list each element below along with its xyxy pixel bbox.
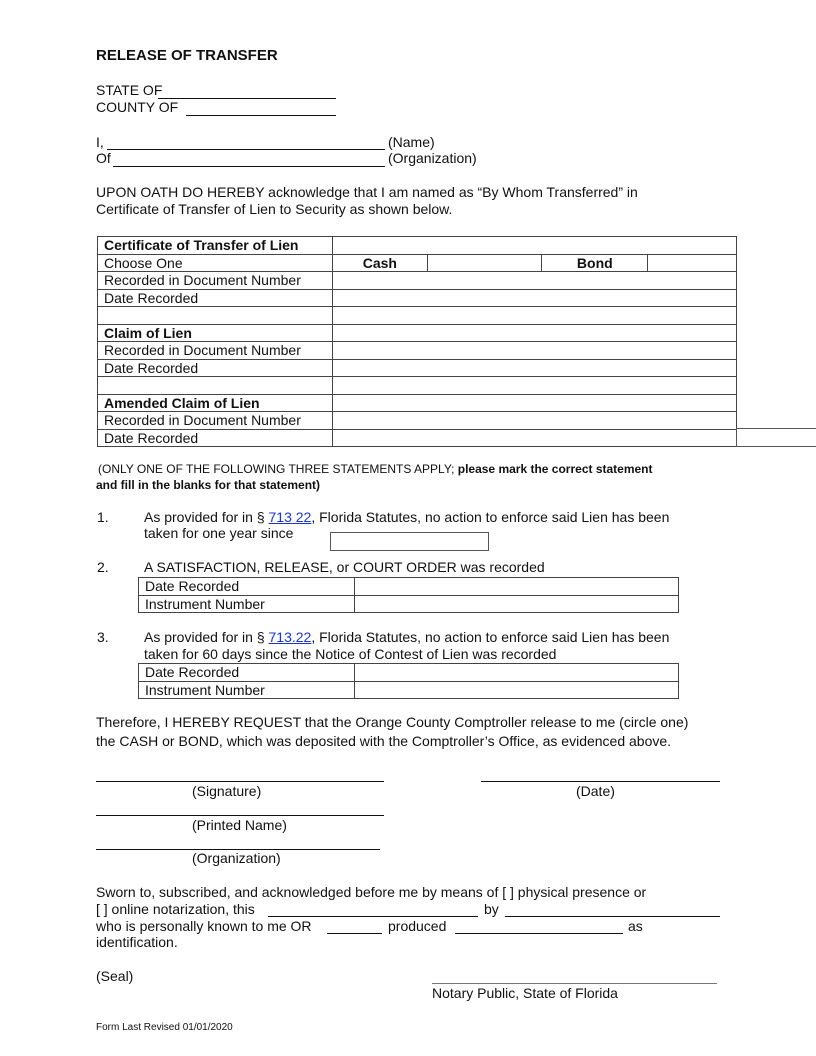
sworn-produced: produced	[388, 918, 447, 934]
page-title: RELEASE OF TRANSFER	[96, 47, 278, 64]
printed-name-line[interactable]	[96, 815, 384, 816]
signature-label: (Signature)	[192, 783, 262, 799]
seal-label: (Seal)	[96, 968, 134, 984]
date-rec-label: Date Recorded	[139, 578, 355, 596]
instrument-label: Instrument Number	[139, 681, 355, 699]
organization-field[interactable]	[113, 166, 385, 167]
cert-doc-number-field[interactable]	[332, 272, 736, 290]
statement-1-number: 1.	[97, 509, 109, 525]
statement-2-number: 2.	[97, 559, 109, 575]
request-line-2: the CASH or BOND, which was deposited with the Comptroller’s Office, as evidenced above.	[96, 733, 672, 749]
statement-2-table	[138, 577, 679, 613]
claim-doc-number-field[interactable]	[332, 342, 736, 360]
choose-one-label: Choose One	[98, 254, 333, 272]
statute-link[interactable]: 713.22	[268, 629, 312, 645]
bond-option: Bond	[542, 254, 648, 272]
s2-instrument-field[interactable]	[355, 595, 679, 613]
spacer	[98, 307, 333, 325]
sworn-line-2a: [ ] online notarization, this	[96, 901, 255, 917]
s3-instrument-field[interactable]	[355, 681, 679, 699]
statement-3-text	[144, 629, 669, 645]
s3-date-field[interactable]	[355, 664, 679, 682]
cert-transfer-header: Certificate of Transfer of Lien	[98, 237, 333, 255]
notary-label: Notary Public, State of Florida	[432, 985, 618, 1001]
organization-sig-label: (Organization)	[192, 850, 281, 866]
state-label: STATE OF	[96, 82, 163, 98]
date-rec-label: Date Recorded	[98, 289, 333, 307]
amended-doc-number-field[interactable]	[332, 412, 736, 430]
state-field[interactable]	[158, 98, 336, 99]
statement-3-table	[138, 663, 679, 699]
spacer	[332, 307, 736, 325]
signature-line[interactable]	[96, 781, 384, 782]
i-label: I,	[96, 134, 104, 150]
extra-cell	[736, 428, 816, 447]
of-label: Of	[96, 150, 111, 166]
day-field[interactable]	[268, 916, 478, 917]
text: , Florida Statutes, no action to enforce said Lien has been	[311, 629, 670, 645]
request-line-1: Therefore, I HEREBY REQUEST that the Orange County Comptroller release to me (circle one)	[96, 714, 689, 730]
known-field[interactable]	[327, 933, 382, 934]
amended-date-field[interactable]	[332, 429, 736, 447]
claim-header: Claim of Lien	[98, 324, 333, 342]
printed-name-label: (Printed Name)	[192, 817, 287, 833]
date-line[interactable]	[481, 781, 720, 782]
rec-doc-label: Recorded in Document Number	[98, 412, 333, 430]
oath-line-1: UPON OATH DO HEREBY acknowledge that I am named as “By Whom Transferred” in	[96, 184, 638, 200]
organization-label: (Organization)	[388, 150, 477, 166]
statement-1-text	[144, 509, 669, 525]
by-field[interactable]	[505, 916, 720, 917]
date-rec-label: Date Recorded	[98, 429, 333, 447]
text: As provided for in §	[144, 629, 269, 645]
rec-doc-label: Recorded in Document Number	[98, 342, 333, 360]
cell[interactable]	[332, 324, 736, 342]
statement-2-text: A SATISFACTION, RELEASE, or COURT ORDER was recorded	[144, 559, 545, 575]
county-label: COUNTY OF	[96, 99, 179, 115]
oath-line-2: Certificate of Transfer of Lien to Security as shown below.	[96, 201, 453, 217]
county-field[interactable]	[186, 115, 336, 116]
bond-checkbox[interactable]	[648, 254, 737, 272]
sworn-line-1: Sworn to, subscribed, and acknowledged before me by means of [ ] physical presence or	[96, 884, 647, 900]
text: As provided for in §	[144, 509, 269, 525]
notary-signature-line[interactable]	[432, 983, 717, 984]
form-revised-footer: Form Last Revised 01/01/2020	[96, 1022, 233, 1033]
instrument-label: Instrument Number	[139, 595, 355, 613]
statute-link[interactable]: 713 22	[268, 509, 312, 525]
cash-checkbox[interactable]	[427, 254, 542, 272]
amended-claim-header: Amended Claim of Lien	[98, 394, 333, 412]
sworn-line-3a: who is personally known to me OR	[96, 918, 312, 934]
cert-date-field[interactable]	[332, 289, 736, 307]
name-field[interactable]	[107, 149, 385, 150]
claim-date-field[interactable]	[332, 359, 736, 377]
statement-3-number: 3.	[97, 629, 109, 645]
text: , Florida Statutes, no action to enforce said Lien has been	[311, 509, 670, 525]
note-bold-2: and fill in the blanks for that statement)	[96, 478, 321, 492]
s2-date-field[interactable]	[355, 578, 679, 596]
lien-table	[97, 236, 737, 447]
cash-option: Cash	[332, 254, 427, 272]
sworn-line-4: identification.	[96, 934, 178, 950]
sworn-as: as	[628, 918, 643, 934]
spacer	[332, 377, 736, 395]
statement-3-line-2: taken for 60 days since the Notice of Contest of Lien was recorded	[144, 646, 557, 662]
spacer	[98, 377, 333, 395]
date-rec-label: Date Recorded	[98, 359, 333, 377]
cell[interactable]	[332, 237, 736, 255]
date-rec-label: Date Recorded	[139, 664, 355, 682]
rec-doc-label: Recorded in Document Number	[98, 272, 333, 290]
statement-1-line-2: taken for one year since	[144, 525, 294, 541]
cell[interactable]	[332, 394, 736, 412]
instructions-note	[98, 462, 653, 477]
name-label: (Name)	[388, 134, 435, 150]
sworn-by: by	[484, 901, 499, 917]
note-bold: please mark the correct statement	[457, 462, 653, 476]
date-label: (Date)	[576, 783, 615, 799]
note-text: (ONLY ONE OF THE FOLLOWING THREE STATEMENTS APPLY;	[98, 462, 455, 476]
since-date-field[interactable]	[330, 532, 489, 551]
id-field[interactable]	[455, 933, 623, 934]
